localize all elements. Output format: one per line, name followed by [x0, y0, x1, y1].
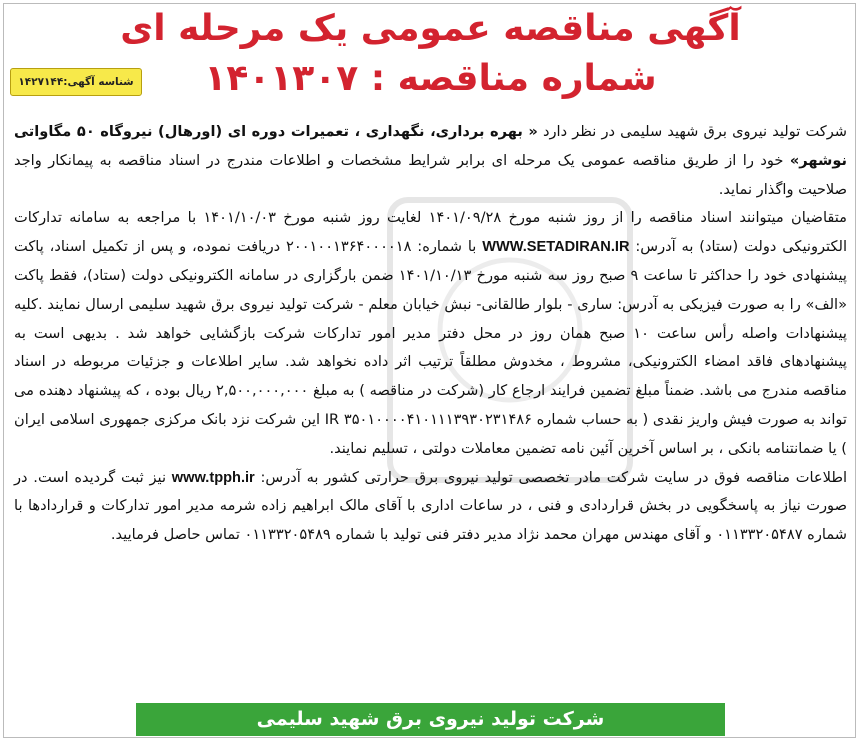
contact-text-b: نیز ثبت گردیده است. در صورت نیاز به پاسخگویی در بخش قراردادی و فنی ، در ساعات اداری با آقای مالک ابراهیم زاده شرمه مدیر امور تدارکات و قراردادها با شماره ۰۱۱۳۳۲۰۵۴۸۷ و آقای مهندس مهران محمد نژاد مدیر دفتر فنی تولید با شماره ۰۱۱۳۳۲۰۵۴۸۹ تماس حاصل فرمایید.	[14, 468, 847, 544]
intro-text-b: خود را از طریق مناقصه عمومی یک مرحله ای برابر شرایط مشخصات و اطلاعات مندرج در اسناد مناقصه به پیمانکار واجد صلاحیت واگذار نماید.	[14, 151, 847, 198]
intro-text-a: شرکت تولید نیروی برق شهید سلیمی در نظر دارد	[537, 123, 847, 140]
details-text-b: با شماره: ۲۰۰۱۰۰۱۳۶۴۰۰۰۰۱۸ دریافت نموده، و پس از تکمیل اسناد، پاکت پیشنهادی خود را حداکثر تا ساعت ۹ صبح روز سه شنبه مورخ ۱۴۰۱/۱۰/۱۳ ضمن بارگزاری در سامانه الکترونیکی دولت (ستاد)، فقط پاکت «الف» را به صورت فیزیکی به آدرس: ساری - بلوار طالقانی- نبش خیابان معلم - شرکت تولید نیروی برق شهید سلیمی ارسال نمایند .کلیه پیشنهادات واصله رأس ساعت ۱۰ صبح همان روز در محل دفتر مدیر امور تدارکات شرکت بازگشایی خواهد شد . بدیهی است به پیشنهادهای فاقد امضاء الکترونیکی، مشروط ، مخدوش مطلقاً ترتیب اثر داده نخواهد شد. سایر اطلاعات و جزئیات مربوطه در اسناد مناقصه مندرج می باشد. ضمناً مبلغ تضمین فرایند ارجاع کار (شرکت در مناقصه ) به مبلغ ۲,۵۰۰,۰۰۰,۰۰۰ ریال بوده ، که پیشنهاد دهنده می تواند به صورت فیش واریز نقدی ( به حساب شماره IR ۳۵۰۱۰۰۰۰۴۱۰۱۱۱۳۹۳۰۲۳۱۴۸۶ این شرکت نزد بانک مرکزی جمهوری اسلامی ایران ) یا ضمانتنامه بانکی ، بر اساس آخرین آئین نامه تضمین معاملات دولتی ، تسلیم نمایند.	[14, 238, 847, 457]
notice-body	[14, 118, 847, 550]
footer-company-name: شرکت تولید نیروی برق شهید سلیمی	[256, 708, 605, 730]
tpph-link[interactable]: www.tpph.ir	[171, 469, 255, 486]
tender-number: شماره مناقصه : ۱۴۰۱۳۰۷	[204, 58, 657, 99]
ad-id-badge: شناسه آگهی:۱۴۲۷۱۴۴	[10, 68, 142, 96]
project-title: « بهره برداری، نگهداری ، تعمیرات دوره ای (اورهال) نیروگاه ۵۰ مگاواتی نوشهر»	[14, 123, 847, 169]
paragraph-details	[14, 204, 847, 463]
setad-link[interactable]: WWW.SETADIRAN.IR	[482, 239, 630, 256]
paragraph-contact	[14, 464, 847, 550]
footer-company-bar	[136, 703, 725, 736]
details-text-a: متقاضیان میتوانند اسناد مناقصه را از روز شنبه مورخ ۱۴۰۱/۰۹/۲۸ لغایت روز شنبه مورخ ۱۴۰۱/۱۰/۰۳ با مراجعه به سامانه تدارکات الکترونیکی دولت (ستاد) به آدرس:	[14, 209, 848, 256]
notice-title: آگهی مناقصه عمومی یک مرحله ای	[120, 8, 741, 49]
paragraph-intro	[14, 118, 847, 204]
contact-text-a: اطلاعات مناقصه فوق در سایت شرکت مادر تخصصی تولید نیروی برق حرارتی کشور به آدرس:	[254, 468, 847, 486]
